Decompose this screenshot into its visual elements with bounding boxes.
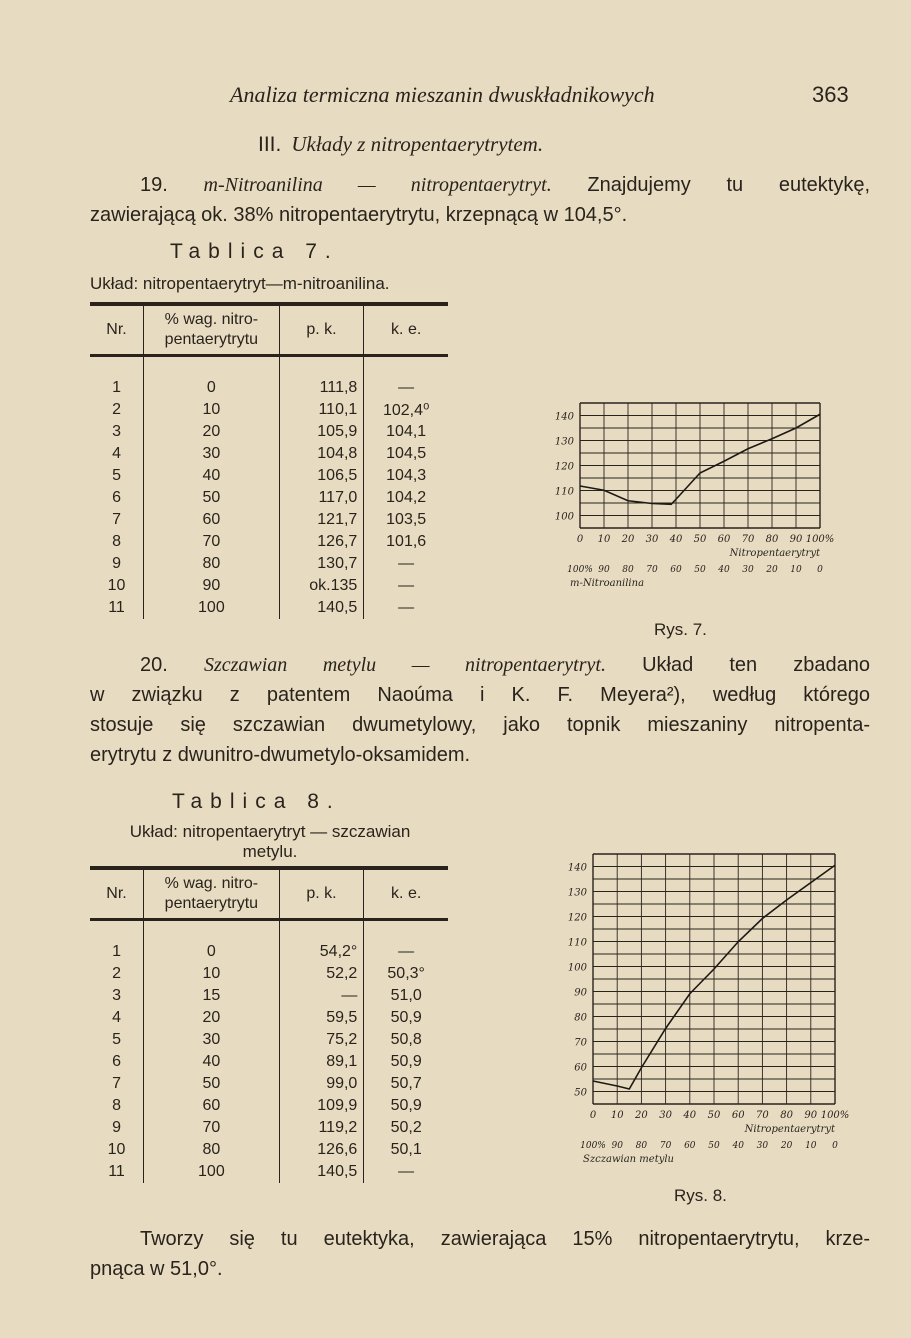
table-row — [90, 1073, 448, 1095]
table-cell: 50,8 — [364, 1029, 448, 1051]
table-cell: 104,8 — [279, 443, 364, 465]
item-20-number: 20. — [140, 654, 168, 676]
table-cell: — — [364, 941, 448, 963]
table-8-header-percent: % wag. nitro- pentaerytrytu — [144, 868, 280, 920]
table-cell: 1 — [112, 943, 121, 960]
table-cell: 90 — [144, 575, 280, 597]
table-row — [90, 963, 448, 985]
table-cell: 9 — [112, 1119, 121, 1136]
item-20-text-3: stosuje się szczawian dwumetylowy, jako topnik mieszaniny nitropenta- — [90, 714, 870, 736]
table-cell: 4 — [112, 445, 121, 462]
y-tick-label: 50 — [574, 1087, 587, 1099]
table-7-label: Tablica 7. — [170, 240, 339, 263]
table-row — [90, 575, 448, 597]
table-8 — [90, 866, 448, 1183]
table-cell: 100 — [144, 1161, 280, 1183]
x-tick-label: 70 — [741, 534, 755, 545]
table-cell: 11 — [108, 1163, 125, 1180]
item-20-paragraph — [90, 650, 870, 770]
conclusion-line-1: Tworzy się tu eutektyka, zawierająca 15% nitropentaerytrytu, krze- — [140, 1228, 870, 1250]
x-tick-label: 90 — [789, 534, 803, 545]
x-tick-label: 0 — [576, 534, 584, 545]
x-tick-label-secondary: 10 — [805, 1141, 817, 1151]
y-tick-label: 100 — [554, 511, 574, 523]
x-tick-label-secondary: 50 — [694, 565, 706, 575]
table-row — [90, 1117, 448, 1139]
x-tick-label: 30 — [645, 534, 659, 545]
table-cell: 102,4⁰ — [364, 399, 448, 421]
y-tick-label: 130 — [554, 436, 574, 448]
table-row — [90, 1007, 448, 1029]
y-tick-label: 140 — [567, 862, 587, 874]
table-8-label: Tablica 8. — [172, 790, 341, 813]
table-cell: 50 — [144, 1073, 280, 1095]
table-cell: 119,2 — [279, 1117, 364, 1139]
table-8-header-pk: p. k. — [279, 868, 364, 920]
table-cell: 54,2° — [279, 941, 364, 963]
table-cell: 140,5 — [279, 597, 364, 619]
table-cell: 80 — [144, 553, 280, 575]
table-cell: 51,0 — [364, 985, 448, 1007]
item-19-text-2: zawierającą ok. 38% nitropentaerytrytu, krzepnącą w 104,5°. — [90, 204, 628, 226]
table-row — [90, 399, 448, 421]
table-cell: 103,5 — [364, 509, 448, 531]
table-cell: 104,2 — [364, 487, 448, 509]
table-cell: 2 — [112, 965, 121, 982]
x-tick-label-secondary: 30 — [756, 1141, 769, 1151]
section-heading — [258, 132, 543, 157]
table-cell: 40 — [144, 465, 280, 487]
table-spacer-row — [90, 356, 448, 378]
x-tick-label: 0 — [589, 1110, 597, 1121]
table-cell: 59,5 — [279, 1007, 364, 1029]
table-cell: ok.135 — [279, 575, 364, 597]
table-cell: 101,6 — [364, 531, 448, 553]
x-tick-label-secondary: 60 — [670, 565, 682, 575]
figure-7 — [525, 395, 855, 650]
table-spacer-row — [90, 920, 448, 942]
table-cell: 10 — [144, 963, 280, 985]
y-tick-label: 120 — [554, 461, 574, 473]
x-tick-label-secondary: 20 — [766, 565, 778, 575]
table-cell: 6 — [112, 1053, 121, 1070]
table-cell: 50,7 — [364, 1073, 448, 1095]
table-cell: 104,5 — [364, 443, 448, 465]
table-cell: — — [364, 1161, 448, 1183]
table-row — [90, 1051, 448, 1073]
item-20-text-4: erytrytu z dwunitro-dwumetylo-oksamidem. — [90, 744, 471, 766]
figure-7-chart — [525, 395, 855, 645]
table-row — [90, 941, 448, 963]
x-axis-label-secondary: m-Nitroanilina — [570, 578, 645, 589]
section-numeral: III. — [258, 133, 282, 156]
table-cell: 104,1 — [364, 421, 448, 443]
table-cell: 52,2 — [279, 963, 364, 985]
x-tick-label: 80 — [765, 534, 779, 545]
table-7-header-nr: Nr. — [90, 304, 144, 356]
table-cell: 8 — [112, 1097, 121, 1114]
x-tick-label-secondary: 70 — [659, 1141, 672, 1151]
x-tick-label-secondary: 80 — [635, 1141, 648, 1151]
table-cell: 50,1 — [364, 1139, 448, 1161]
y-tick-label: 70 — [574, 1037, 587, 1049]
table-row — [90, 531, 448, 553]
x-tick-label: 60 — [717, 534, 731, 545]
table-cell: 80 — [144, 1139, 280, 1161]
table-cell: 50,9 — [364, 1007, 448, 1029]
table-cell: 130,7 — [279, 553, 364, 575]
table-cell: 10 — [144, 399, 280, 421]
table-cell: 50,9 — [364, 1095, 448, 1117]
figure-7-caption: Rys. 7. — [654, 620, 707, 639]
x-tick-label-secondary: 10 — [790, 565, 802, 575]
table-cell: 20 — [144, 421, 280, 443]
item-20-title: Szczawian metylu — nitropentaerytryt. — [203, 654, 606, 676]
x-tick-label-secondary: 50 — [708, 1141, 720, 1151]
item-19-paragraph — [90, 170, 870, 230]
table-cell: — — [279, 985, 364, 1007]
table-cell: 60 — [144, 509, 280, 531]
x-tick-label: 40 — [683, 1110, 697, 1121]
table-cell: 20 — [144, 1007, 280, 1029]
x-tick-label: 20 — [621, 534, 635, 545]
y-tick-label: 80 — [574, 1012, 587, 1024]
table-7 — [90, 302, 448, 619]
table-cell: 104,3 — [364, 465, 448, 487]
table-cell: 10 — [107, 577, 126, 594]
table-cell: 117,0 — [279, 487, 364, 509]
table-cell: 111,8 — [279, 377, 364, 399]
table-cell: 5 — [112, 467, 121, 484]
table-cell: 109,9 — [279, 1095, 364, 1117]
table-row — [90, 377, 448, 399]
table-cell: 75,2 — [279, 1029, 364, 1051]
y-tick-label: 100 — [567, 962, 587, 974]
table-cell: 126,7 — [279, 531, 364, 553]
table-cell: — — [364, 597, 448, 619]
x-tick-label: 20 — [635, 1110, 648, 1121]
table-cell: 3 — [112, 987, 121, 1004]
conclusion-paragraph — [90, 1224, 870, 1284]
table-cell: 99,0 — [279, 1073, 364, 1095]
table-cell: 4 — [112, 1009, 121, 1026]
page-number: 363 — [812, 82, 849, 107]
table-cell: 1 — [112, 379, 121, 396]
figure-8-chart — [545, 848, 855, 1178]
table-7-header-ke: k. e. — [364, 304, 448, 356]
x-tick-label: 90 — [804, 1110, 818, 1121]
item-19-number: 19. — [140, 174, 168, 196]
table-cell: 70 — [144, 531, 280, 553]
table-cell: 0 — [144, 377, 280, 399]
table-cell: 121,7 — [279, 509, 364, 531]
table-7-header-pk: p. k. — [279, 304, 364, 356]
table-cell: 126,6 — [279, 1139, 364, 1161]
x-tick-label: 50 — [693, 534, 707, 545]
x-tick-label-secondary: 30 — [742, 565, 754, 575]
y-tick-label: 110 — [567, 937, 587, 949]
table-cell: 50,2 — [364, 1117, 448, 1139]
table-cell: 60 — [144, 1095, 280, 1117]
x-tick-label: 80 — [780, 1110, 793, 1121]
x-tick-label-secondary: 20 — [780, 1141, 793, 1151]
table-cell: 140,5 — [279, 1161, 364, 1183]
table-cell: — — [364, 377, 448, 399]
table-cell: 40 — [144, 1051, 280, 1073]
table-row — [90, 1161, 448, 1183]
table-row — [90, 597, 448, 619]
table-cell: 15 — [144, 985, 280, 1007]
table-cell: 3 — [112, 423, 121, 440]
x-tick-label-secondary: 60 — [684, 1141, 696, 1151]
x-tick-label: 70 — [756, 1110, 769, 1121]
x-tick-label: 30 — [659, 1110, 672, 1121]
table-row — [90, 1029, 448, 1051]
x-tick-label-secondary: 0 — [832, 1141, 838, 1151]
table-8-caption — [90, 822, 450, 862]
table-cell: — — [364, 553, 448, 575]
table-cell: 0 — [144, 941, 280, 963]
table-7-caption: Układ: nitropentaerytryt—m-nitroanilina. — [90, 274, 390, 293]
table-row — [90, 1139, 448, 1161]
x-tick-label: 40 — [669, 534, 683, 545]
table-row — [90, 465, 448, 487]
x-tick-label: 10 — [610, 1110, 624, 1121]
x-tick-label: 60 — [731, 1110, 745, 1121]
x-tick-label-secondary: 70 — [646, 565, 658, 575]
x-tick-label-secondary: 100% — [580, 1141, 606, 1151]
table-cell: 10 — [107, 1141, 126, 1158]
table-row — [90, 509, 448, 531]
item-19-title: m-Nitroanilina — nitropentaerytryt. — [203, 174, 552, 196]
table-row — [90, 553, 448, 575]
table-cell: 30 — [144, 1029, 280, 1051]
running-title: Analiza termiczna mieszanin dwuskładnikowych — [230, 82, 655, 107]
table-row — [90, 1095, 448, 1117]
table-cell: 50,9 — [364, 1051, 448, 1073]
x-axis-label-secondary: Szczawian metylu — [583, 1154, 674, 1165]
table-cell: 7 — [112, 511, 121, 528]
x-tick-label-secondary: 0 — [817, 565, 823, 575]
x-axis-label: Nitropentaerytryt — [729, 548, 820, 559]
table-cell: 106,5 — [279, 465, 364, 487]
table-cell: 89,1 — [279, 1051, 364, 1073]
item-19-text-1: Znajdujemy tu eutektykę, — [587, 174, 870, 196]
y-tick-label: 90 — [574, 987, 587, 999]
table-cell: 8 — [112, 533, 121, 550]
item-20-text-2: w związku z patentem Naoúma i K. F. Meyera²), według którego — [90, 684, 870, 706]
table-cell: 50,3° — [364, 963, 448, 985]
section-title: Układy z nitropentaerytrytem. — [291, 132, 544, 156]
figure-8 — [545, 848, 855, 1183]
x-tick-label-secondary: 80 — [622, 565, 634, 575]
figure-8-caption: Rys. 8. — [674, 1186, 727, 1205]
y-tick-label: 120 — [567, 912, 587, 924]
table-row — [90, 487, 448, 509]
table-cell: — — [364, 575, 448, 597]
y-tick-label: 140 — [554, 411, 574, 423]
x-tick-label: 100% — [820, 1110, 850, 1121]
conclusion-line-2: pnąca w 51,0°. — [90, 1258, 223, 1280]
x-tick-label-secondary: 40 — [732, 1141, 744, 1151]
x-tick-label-secondary: 100% — [567, 565, 593, 575]
x-tick-label: 100% — [805, 534, 835, 545]
table-cell: 6 — [112, 489, 121, 506]
table-row — [90, 985, 448, 1007]
table-8-caption-line-1: Układ: nitropentaerytryt — szczawian — [129, 822, 411, 841]
y-tick-label: 60 — [574, 1062, 587, 1074]
table-cell: 5 — [112, 1031, 121, 1048]
table-cell: 2 — [112, 401, 121, 418]
y-tick-label: 110 — [554, 486, 574, 498]
table-cell: 100 — [144, 597, 280, 619]
table-cell: 70 — [144, 1117, 280, 1139]
x-tick-label-secondary: 40 — [718, 565, 730, 575]
table-cell: 110,1 — [279, 399, 364, 421]
x-tick-label-secondary: 90 — [611, 1141, 623, 1151]
table-8-header-nr: Nr. — [90, 868, 144, 920]
table-8-caption-line-2: metylu. — [242, 842, 298, 861]
table-cell: 30 — [144, 443, 280, 465]
table-8-header-ke: k. e. — [364, 868, 448, 920]
x-tick-label: 10 — [597, 534, 611, 545]
table-7-header-percent: % wag. nitro- pentaerytrytu — [144, 304, 280, 356]
table-cell: 7 — [112, 1075, 121, 1092]
x-axis-label: Nitropentaerytryt — [744, 1124, 835, 1135]
x-tick-label: 50 — [707, 1110, 721, 1121]
table-cell: 11 — [108, 599, 125, 616]
x-tick-label-secondary: 90 — [598, 565, 610, 575]
table-cell: 105,9 — [279, 421, 364, 443]
table-cell: 50 — [144, 487, 280, 509]
y-tick-label: 130 — [567, 887, 587, 899]
table-cell: 9 — [112, 555, 121, 572]
table-row — [90, 421, 448, 443]
item-20-text-1: Układ ten zbadano — [642, 654, 870, 676]
table-row — [90, 443, 448, 465]
